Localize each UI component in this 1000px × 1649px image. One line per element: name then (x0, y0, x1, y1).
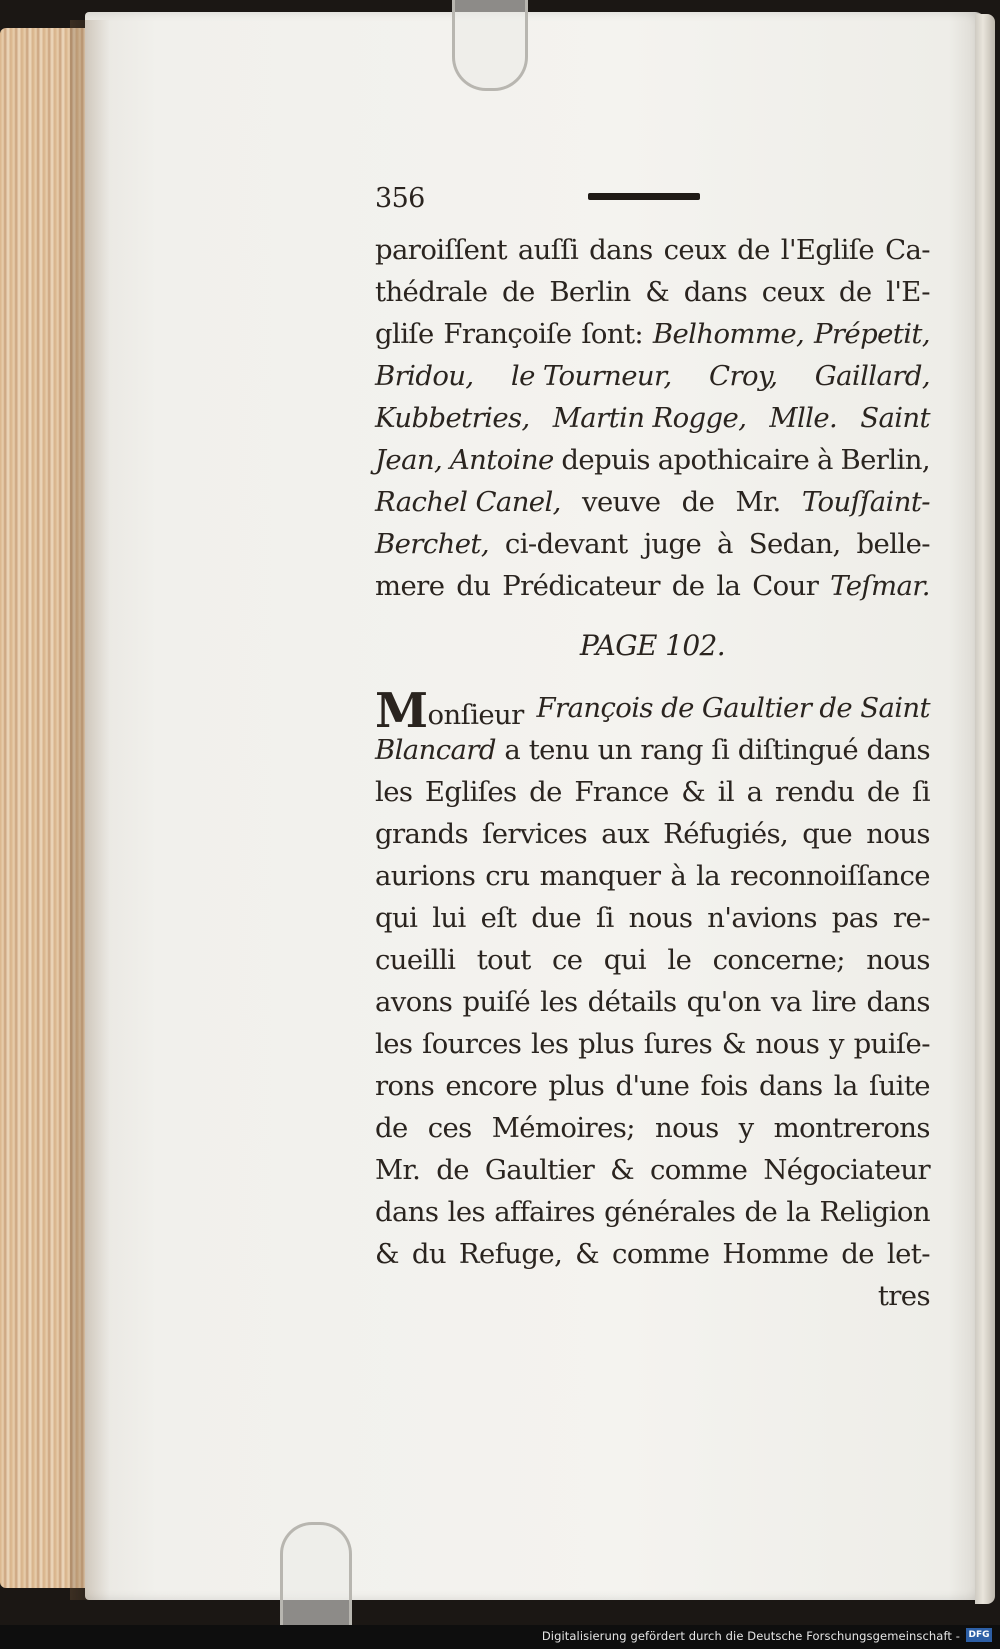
word: Berchet, (375, 528, 490, 560)
text-line (375, 939, 930, 981)
text-line (375, 229, 930, 271)
word: ſuite (868, 1070, 930, 1102)
word: les (375, 776, 413, 808)
word: comme (649, 1154, 748, 1186)
word: concerne; (712, 944, 845, 976)
word: de (436, 1154, 469, 1186)
word: dans (683, 276, 748, 308)
word: reconnoiſſance (730, 860, 930, 892)
word: de (671, 570, 705, 602)
text-line (375, 313, 930, 355)
word: les (540, 986, 578, 1018)
word: dans (866, 734, 930, 766)
word: Kubbetries, (375, 402, 530, 434)
word: depuis (561, 444, 650, 476)
gutter-shadow (70, 20, 110, 1600)
word: les (375, 1028, 413, 1060)
text-line (375, 1107, 930, 1149)
word: nous (866, 818, 930, 850)
word: dans (759, 1070, 823, 1102)
word: Mémoires; (491, 1112, 635, 1144)
word: fois (700, 1070, 748, 1102)
word: cueilli (375, 944, 456, 976)
word: Mr. (375, 1154, 421, 1186)
word: auſſi (517, 234, 579, 266)
word: Berlin, (840, 444, 930, 476)
word: grands (375, 818, 468, 850)
word: dans (589, 234, 653, 266)
word: lire (811, 986, 857, 1018)
word: ſi (912, 776, 930, 808)
word: avons (375, 986, 453, 1018)
word: de (502, 276, 535, 308)
word: lui (432, 902, 466, 934)
word: plus (548, 1070, 605, 1102)
catchword: tres (877, 1280, 930, 1312)
word: ces (427, 1112, 472, 1144)
word: la (696, 860, 721, 892)
dfg-logo: DFG (966, 1628, 992, 1642)
word: à (670, 860, 687, 892)
word: nous (628, 902, 693, 934)
word: puiſe- (853, 1028, 930, 1060)
word: apothicaire (657, 444, 810, 476)
text-line (375, 271, 930, 313)
word: qu'on (686, 986, 761, 1018)
word: ſi (711, 734, 730, 766)
word: Mlle. (769, 402, 838, 434)
text-line (375, 1149, 930, 1191)
text-line (375, 565, 930, 607)
word: plus (578, 1028, 634, 1060)
word: Mr. (735, 486, 781, 518)
word: nous (755, 1028, 820, 1060)
catchword-line (375, 1275, 930, 1317)
word: juge (643, 528, 702, 560)
word: Martin Rogge, (552, 402, 747, 434)
word: a (746, 776, 763, 808)
word: eſt (480, 902, 517, 934)
text-line (375, 729, 930, 771)
word: de (744, 1196, 778, 1228)
top-page-clip (452, 0, 528, 91)
text-line (375, 771, 930, 813)
word: Prépetit, (813, 318, 930, 350)
word: ſervices (482, 818, 588, 850)
word: Sedan, (748, 528, 841, 560)
word: les (447, 1196, 486, 1228)
word: gliſe (375, 318, 434, 350)
word: à (816, 444, 833, 476)
text-line (375, 981, 930, 1023)
word: veuve (582, 486, 661, 518)
running-header (375, 183, 930, 229)
text-line (375, 1191, 930, 1233)
word: encore (445, 1070, 538, 1102)
word: & (721, 1028, 746, 1060)
word: il (717, 776, 735, 808)
word: Homme (722, 1238, 829, 1270)
word: dans (375, 1196, 439, 1228)
word: Françoiſe (443, 318, 572, 350)
word: re- (892, 902, 930, 934)
word: Bridou, (375, 360, 474, 392)
word: générales (604, 1196, 736, 1228)
word: comme (612, 1238, 710, 1270)
word: a (504, 734, 521, 766)
word: Réfugiés, (663, 818, 789, 850)
word: Saint (860, 402, 930, 434)
word: & (575, 1238, 600, 1270)
word: Blancard (375, 734, 496, 766)
page-number: 356 (375, 183, 425, 214)
paragraph-2 (375, 683, 930, 1317)
text-line (375, 855, 930, 897)
text-line (375, 1023, 930, 1065)
word: rendu (774, 776, 855, 808)
text-block (375, 183, 930, 1317)
word: Belhomme, (652, 318, 805, 350)
section-heading: PAGE 102. (579, 629, 726, 662)
word: let- (886, 1238, 930, 1270)
word: due (531, 902, 582, 934)
word (375, 683, 524, 739)
text-line (375, 1233, 930, 1275)
word: un (597, 734, 632, 766)
header-ornament-rule (588, 193, 700, 200)
word: de (529, 776, 562, 808)
word: ce (551, 944, 583, 976)
text-line (375, 481, 930, 523)
word: la (833, 1070, 858, 1102)
word: manquer (539, 860, 661, 892)
word: que (802, 818, 853, 850)
word: du (456, 570, 491, 602)
text-line (375, 397, 930, 439)
word: y (828, 1028, 844, 1060)
word: Berlin (549, 276, 631, 308)
word: rang (640, 734, 703, 766)
word: de (838, 276, 872, 308)
word: Ca- (885, 234, 930, 266)
word: & (681, 776, 706, 808)
word: pas (831, 902, 879, 934)
word: du (411, 1238, 446, 1270)
word: ſources (422, 1028, 522, 1060)
word: puiſé (462, 986, 531, 1018)
word: Jean, (375, 444, 443, 476)
word: Refuge, (458, 1238, 563, 1270)
word: mere (375, 570, 445, 602)
word: qui (375, 902, 418, 934)
word: d'une (615, 1070, 690, 1102)
text-line (375, 813, 930, 855)
word: cru (485, 860, 530, 892)
word: belle- (856, 528, 930, 560)
word: dans (866, 986, 930, 1018)
word: l'Egliſe (780, 234, 875, 266)
text-line (375, 897, 930, 939)
word: de (841, 1238, 874, 1270)
word: y (738, 1112, 754, 1144)
word: François de Gaultier de Saint (536, 692, 930, 724)
word: ſi (595, 902, 614, 934)
drop-capital: M (375, 683, 428, 739)
paragraph-1 (375, 229, 930, 607)
word-rest: onſieur (427, 699, 524, 731)
word: de (866, 776, 900, 808)
word: qui (603, 944, 647, 976)
word: n'avions (707, 902, 817, 934)
word: la (786, 1196, 811, 1228)
word: Touſſaint- (801, 486, 930, 518)
word: Croy, (709, 360, 778, 392)
word: ci-devant (504, 528, 628, 560)
word: paroiſſent (375, 234, 507, 266)
word: Rachel Canel, (375, 486, 561, 518)
word: & (645, 276, 670, 308)
text-line (375, 439, 930, 481)
word: & (375, 1238, 399, 1270)
text-line (375, 355, 930, 397)
text-line (375, 523, 930, 565)
word: montrerons (773, 1112, 930, 1144)
word: Antoine (449, 444, 554, 476)
word: tout (476, 944, 531, 976)
digitization-credit: Digitalisierung gefördert durch die Deutsche Forschungsgemeinschaft - (541, 1629, 960, 1643)
word: Gaultier (484, 1154, 595, 1186)
word: Prédicateur (502, 570, 660, 602)
word: aux (601, 818, 650, 850)
word: ſures (643, 1028, 713, 1060)
word: de (375, 1112, 408, 1144)
word: le (667, 944, 692, 976)
word: tenu (528, 734, 590, 766)
word: diſtingué (737, 734, 859, 766)
text-line (375, 1065, 930, 1107)
word: rons (375, 1070, 435, 1102)
word: de (737, 234, 770, 266)
word: l'E- (886, 276, 930, 308)
word: Négociateur (763, 1154, 930, 1186)
word: va (770, 986, 802, 1018)
text-line (375, 683, 930, 739)
word: Teſmar. (830, 570, 930, 602)
word: France (574, 776, 669, 808)
word: aurions (375, 860, 476, 892)
word: de (681, 486, 715, 518)
word: affaires (494, 1196, 595, 1228)
word: ceux (663, 234, 727, 266)
word: ceux (761, 276, 825, 308)
word: thédrale (375, 276, 488, 308)
word: détails (587, 986, 677, 1018)
word: les (531, 1028, 569, 1060)
word: ſont: (581, 318, 644, 350)
word: Gaillard, (814, 360, 930, 392)
word: nous (866, 944, 930, 976)
word: la (716, 570, 741, 602)
word: nous (654, 1112, 719, 1144)
word: Cour (752, 570, 819, 602)
word: & (610, 1154, 635, 1186)
word: Religion (819, 1196, 930, 1228)
word: le Tourneur, (510, 360, 672, 392)
word: à (717, 528, 733, 560)
page-right-edge (975, 14, 995, 1604)
word: Egliſes (424, 776, 517, 808)
